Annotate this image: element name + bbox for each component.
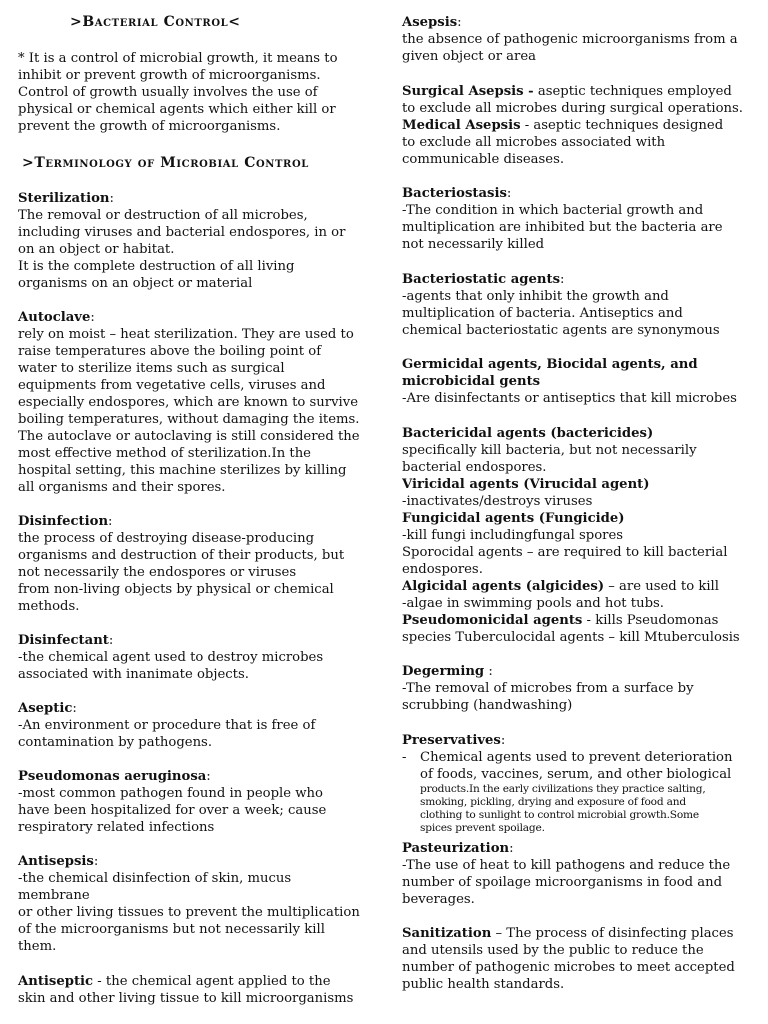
term-title: Sterilization — [18, 191, 110, 206]
term-sterilization: Sterilization: The removal or destruction of all microbes, including viruses and bacterial endospores, in or on an object or habitat. It is the complete destruction of all living organisms on an object or material — [18, 191, 346, 291]
term-asepsis: Asepsis: the absence of pathogenic microorganisms from a given object or area — [402, 15, 738, 64]
term-title: Disinfection — [18, 514, 109, 529]
term-title: Bacteriostatic agents — [402, 272, 560, 287]
term-title: Preservatives — [402, 733, 501, 748]
term-disinfection: Disinfection: the process of destroying disease-producing organisms and destruction of their products, but not necessarily the endospores or viruses from non-living objects by physical or chemical methods. — [18, 514, 345, 614]
term-antisepsis: Antisepsis: -the chemical disinfection of skin, mucus membrane or other living tissues to prevent the multiplication of the microorganisms but not necessarily kill them. — [18, 854, 360, 954]
intro-paragraph: * It is a control of microbial growth, it means to inhibit or prevent growth of microorganisms. Control of growth usually involves the use of physical or chemical agents which either kill or prevent the growth of microorganisms. — [18, 51, 338, 134]
term-title: Germicidal agents, Biocidal agents, and — [402, 357, 698, 372]
term-title: Aseptic — [18, 701, 73, 716]
term-title: Autoclave — [18, 310, 91, 325]
term-title: Sanitization — [402, 926, 492, 941]
bullet-dash: - — [402, 750, 407, 765]
term-autoclave: Autoclave: rely on moist – heat sterilization. They are used to raise temperatures above the boiling point of water to sterilize items such as surgical equipments from vegetative cells, viruses and especially endospores, which are known to survive boiling temperatures, without damaging the items. The autoclave or autoclaving is still considered the most effective method of sterilization.In the hospital setting, this machine sterilizes by killing all organisms and their spores. — [18, 310, 360, 495]
term-bactericidal-group: Bactericidal agents (bactericides) specifically kill bacteria, but not necessarily bacterial endospores. Viricidal agents (Virucidal agent) -inactivates/destroys viruses Fungicidal agents (Fungicide) -kill fungi includingfungal spores Sporocidal agents – are required to kill bacterial endospores. Algicidal agents (algicides) – are used to kill -algae in swimming pools and hot tubs. Pseudomonicidal agents - kills Pseudomonas species Tuberculocidal agents – kill Mtuberculosis — [402, 426, 740, 645]
term-title: Bacteriostasis — [402, 186, 507, 201]
bullet-item: - Chemical agents used to prevent deterioration of foods, vaccines, serum, and other biological products.In the early civilizations they practice salting, smoking, pickling, drying and exposure of food and clothing to sunlight to control microbial growth.Some spices prevent spoilage. — [402, 750, 733, 834]
term-aseptic: Aseptic: -An environment or procedure that is free of contamination by pathogens. — [18, 701, 316, 750]
term-sanitization: Sanitization – The process of disinfecting places and utensils used by the public to reduce the number of pathogenic microbes to meet accepted public health standards. — [402, 926, 735, 992]
term-title: Asepsis — [402, 15, 458, 30]
term-title: Algicidal agents (algicides) — [402, 579, 605, 594]
term-title: Pasteurization — [402, 841, 510, 856]
term-title-cont: microbicidal gents — [402, 374, 541, 389]
term-degerming: Degerming : -The removal of microbes from a surface by scrubbing (handwashing) — [402, 664, 694, 713]
term-bacteriostatic-agents: Bacteriostatic agents: -agents that only inhibit the growth and multiplication of bacteria. Antiseptics and chemical bacteriostatic agents are synonymous — [402, 272, 720, 338]
term-title: Surgical Asepsis - — [402, 84, 534, 99]
term-title: Antiseptic — [18, 974, 94, 989]
term-pseudomonas-aeruginosa: Pseudomonas aeruginosa: -most common pathogen found in people who have been hospitalized for over a week; cause respiratory related infections — [18, 769, 327, 835]
term-title: Bactericidal agents (bactericides) — [402, 426, 654, 441]
term-title: Pseudomonicidal agents — [402, 613, 583, 628]
term-antiseptic: Antiseptic - the chemical agent applied to the skin and other living tissue to kill microorganisms — [18, 974, 354, 1006]
term-title: Viricidal agents (Virucidal agent) — [402, 477, 650, 492]
term-disinfectant: Disinfectant: -the chemical agent used to destroy microbes associated with inanimate objects. — [18, 633, 324, 682]
term-bacteriostasis: Bacteriostasis: -The condition in which bacterial growth and multiplication are inhibited but the bacteria are not necessarily killed — [402, 186, 723, 252]
term-title: Pseudomonas aeruginosa — [18, 769, 207, 784]
term-surgical-medical-asepsis: Surgical Asepsis - aseptic techniques employed to exclude all microbes during surgical operations. Medical Asepsis - aseptic techniques designed to exclude all microbes associated with communicable diseases. — [402, 84, 743, 167]
term-title: Medical Asepsis — [402, 118, 521, 133]
term-title: Degerming — [402, 664, 485, 679]
term-title: Fungicidal agents (Fungicide) — [402, 511, 625, 526]
section-heading-bacterial-control: >Bacterial Control< — [70, 14, 241, 30]
term-title: Disinfectant — [18, 633, 109, 648]
term-germicidal-agents: Germicidal agents, Biocidal agents, and microbicidal gents -Are disinfectants or antiseptics that kill microbes — [402, 357, 737, 406]
term-preservatives: Preservatives: - Chemical agents used to prevent deterioration of foods, vaccines, serum, and other biological products.In the early civilizations they practice salting, smoking, pickling, drying and exposure of food and clothing to sunlight to control microbial growth.Some spices prevent spoilage. — [402, 733, 733, 834]
term-title: Antisepsis — [18, 854, 94, 869]
term-pasteurization: Pasteurization: -The use of heat to kill pathogens and reduce the number of spoilage microorganisms in food and beverages. — [402, 841, 731, 907]
section-heading-terminology: >Terminology of Microbial Control — [22, 155, 309, 171]
